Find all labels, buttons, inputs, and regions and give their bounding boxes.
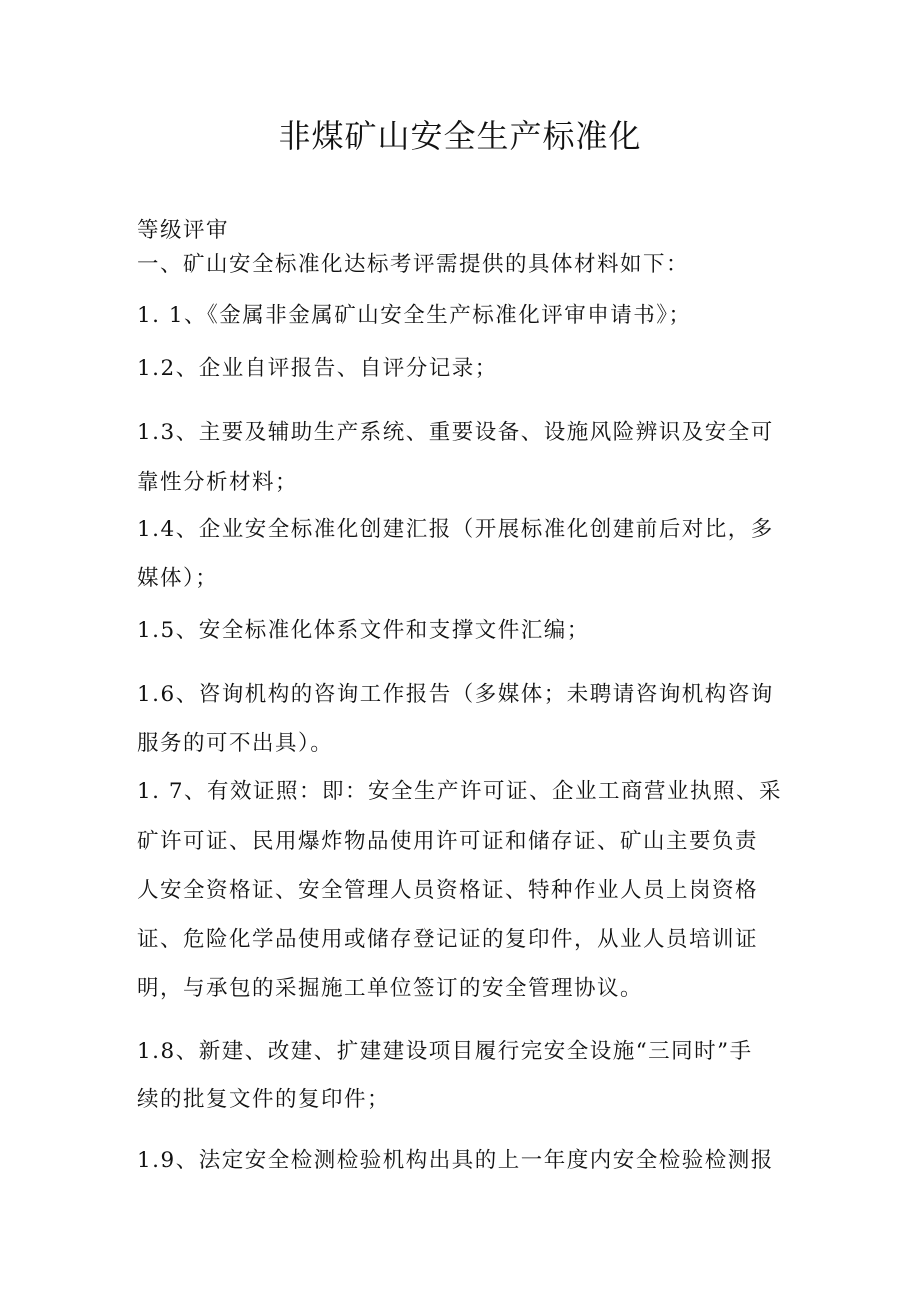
item-1-8-line-1: 1.8、新建、改建、扩建建设项目履行完安全设施“三同时”手 (137, 1039, 753, 1064)
item-1-5: 1.5、安全标准化体系文件和支撑文件汇编； (137, 618, 590, 643)
item-1-8-line-2: 续的批复文件的复印件； (137, 1087, 391, 1112)
item-1-3-line-1: 1.3、主要及辅助生产系统、重要设备、设施风险辨识及安全可 (137, 420, 774, 445)
item-1-3-line-2: 靠性分析材料； (137, 470, 299, 495)
item-1-9-line-1: 1.9、法定安全检测检验机构出具的上一年度内安全检验检测报 (137, 1148, 774, 1173)
item-1-7-line-3: 人安全资格证、安全管理人员资格证、特种作业人员上岗资格 (137, 878, 759, 903)
item-1-7-line-1: 1. 7、有效证照：即：安全生产许可证、企业工商营业执照、采 (137, 779, 783, 804)
item-1-7-line-5: 明，与承包的采掘施工单位签订的安全管理协议。 (137, 976, 644, 1001)
intro-line: 一、矿山安全标准化达标考评需提供的具体材料如下： (137, 252, 690, 277)
item-1-6-line-2: 服务的可不出具）。 (137, 731, 334, 756)
item-1-4-line-1: 1.4、企业安全标准化创建汇报（开展标准化创建前后对比，多 (137, 517, 774, 542)
item-1-2: 1.2、企业自评报告、自评分记录； (137, 356, 498, 381)
item-1-1: 1. 1、《金属非金属矿山安全生产标准化评审申请书》； (137, 303, 692, 328)
document-title: 非煤矿山安全生产标准化 (278, 117, 642, 155)
item-1-6-line-1: 1.6、咨询机构的咨询工作报告（多媒体；未聘请咨询机构咨询 (137, 682, 774, 707)
item-1-4-line-2: 媒体）； (137, 566, 219, 591)
section-heading: 等级评审 (137, 218, 230, 243)
item-1-7-line-2: 矿许可证、民用爆炸物品使用许可证和储存证、矿山主要负责 (137, 829, 759, 854)
item-1-7-line-4: 证、危险化学品使用或储存登记证的复印件，从业人员培训证 (137, 927, 759, 952)
